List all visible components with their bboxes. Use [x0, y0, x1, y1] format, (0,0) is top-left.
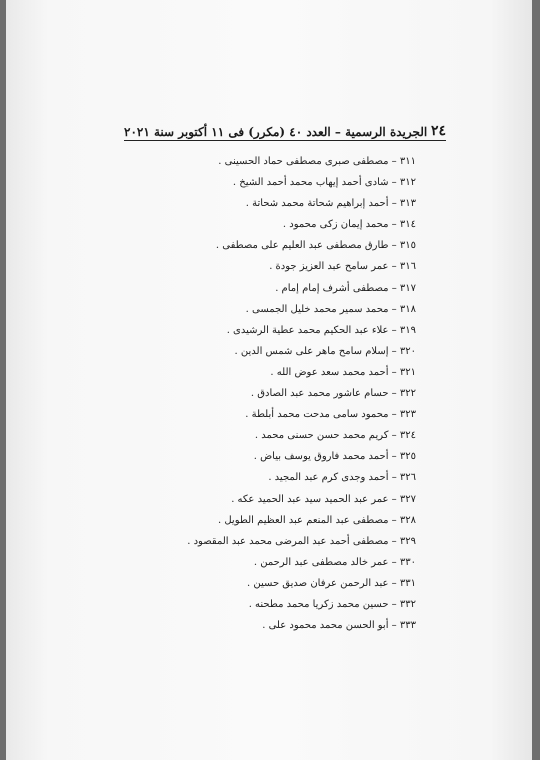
item-name: – أحمد محمد سعد عوض الله . [270, 366, 397, 378]
item-name: – عمر سامح عبد العزيز جودة . [269, 261, 397, 273]
item-name: – مصطفى أشرف إمام إمام . [275, 282, 397, 294]
list-item [136, 214, 416, 235]
item-number: ٣٢٧ [399, 493, 416, 505]
item-name: – أبو الحسن محمد محمود على . [262, 620, 397, 632]
item-number: ٣٣١ [399, 577, 416, 589]
list-item [136, 320, 416, 341]
item-name: – طارق مصطفى عبد العليم على مصطفى . [215, 240, 397, 252]
list-item [136, 489, 416, 510]
item-name: – حسام عاشور محمد عبد الصادق . [250, 388, 397, 400]
item-name: – كريم محمد حسن حسنى محمد . [254, 430, 397, 442]
item-number: ٣١١ [399, 156, 416, 167]
item-number: ٣١٤ [399, 219, 416, 231]
item-name: – مصطفى أحمد عبد المرضى محمد عبد المقصود . [187, 535, 397, 547]
item-name: – محمد إيمان زكى محمود . [282, 219, 397, 231]
item-name: – أحمد وجدى كرم عبد المجيد . [268, 472, 397, 484]
item-number: ٣٢١ [399, 366, 416, 378]
item-number: ٣٣٠ [399, 556, 416, 568]
list-item [136, 425, 416, 446]
item-number: ٣١٣ [399, 198, 416, 210]
item-name: – عمر خالد مصطفى عبد الرحمن . [253, 556, 397, 568]
list-item [136, 299, 416, 320]
item-name: – محمود سامى مدحت محمد أبلطة . [245, 409, 397, 421]
list-item [136, 383, 416, 404]
item-number: ٣١٢ [399, 177, 416, 189]
list-item [136, 193, 416, 214]
item-number: ٣٣٣ [399, 620, 416, 632]
item-name: – إسلام سامح ماهر على شمس الدين . [234, 345, 397, 357]
item-name: – أحمد إبراهيم شحاتة محمد شحاتة . [245, 198, 397, 210]
item-number: ٣١٧ [399, 282, 416, 294]
list-item [136, 573, 416, 594]
item-number: ٣٢٠ [399, 345, 416, 357]
item-number: ٣١٩ [399, 324, 416, 336]
list-item [136, 615, 416, 636]
list-item [136, 446, 416, 467]
item-name: – علاء عبد الحكيم محمد عطية الرشيدى . [226, 324, 397, 336]
item-name: – حسين محمد زكريا محمد مطحنه . [248, 598, 397, 610]
item-name: – أحمد محمد فاروق يوسف بياض . [253, 451, 397, 463]
list-item [136, 341, 416, 362]
page-number: ٢٤ [430, 123, 446, 139]
list-item [136, 235, 416, 256]
item-number: ٣٢٦ [399, 472, 416, 484]
list-item [136, 594, 416, 615]
list-item [136, 467, 416, 488]
list-item [136, 552, 416, 573]
list-item [136, 510, 416, 531]
page-header [124, 117, 446, 139]
document-page [6, 0, 532, 760]
item-number: ٣٢٣ [399, 409, 416, 421]
item-number: ٣٢٩ [399, 535, 416, 547]
item-number: ٣١٥ [399, 240, 416, 252]
item-name: – عبد الرحمن عرفان صديق حسين . [247, 577, 397, 589]
item-name: – محمد سمير محمد خليل الجمسى . [245, 303, 397, 315]
item-number: ٣١٨ [399, 303, 416, 315]
list-item [136, 278, 416, 299]
item-number: ٣١٦ [399, 261, 416, 273]
list-item [136, 151, 416, 172]
item-number: ٣٢٨ [399, 514, 416, 526]
item-number: ٣٢٥ [399, 451, 416, 463]
names-list [136, 151, 416, 636]
item-name: – شادى أحمد إيهاب محمد أحمد الشيخ . [232, 177, 397, 189]
item-number: ٣٢٢ [399, 388, 416, 400]
item-number: ٣٢٤ [399, 430, 416, 442]
list-item [136, 362, 416, 383]
item-number: ٣٣٢ [399, 598, 416, 610]
item-name: – مصطفى صبرى مصطفى حماد الحسينى . [218, 156, 397, 167]
list-item [136, 404, 416, 425]
list-item [136, 172, 416, 193]
list-item [136, 256, 416, 277]
gazette-header-title: الجريدة الرسمية – العدد ٤٠ (مكرر) فى ١١ أكتوبر سنة ٢٠٢١ [124, 125, 428, 139]
item-name: – مصطفى عبد المنعم عبد العظيم الطويل . [217, 514, 397, 526]
header-rule [124, 140, 446, 141]
item-name: – عمر عبد الحميد سيد عبد الحميد عكه . [231, 493, 397, 505]
list-item [136, 531, 416, 552]
